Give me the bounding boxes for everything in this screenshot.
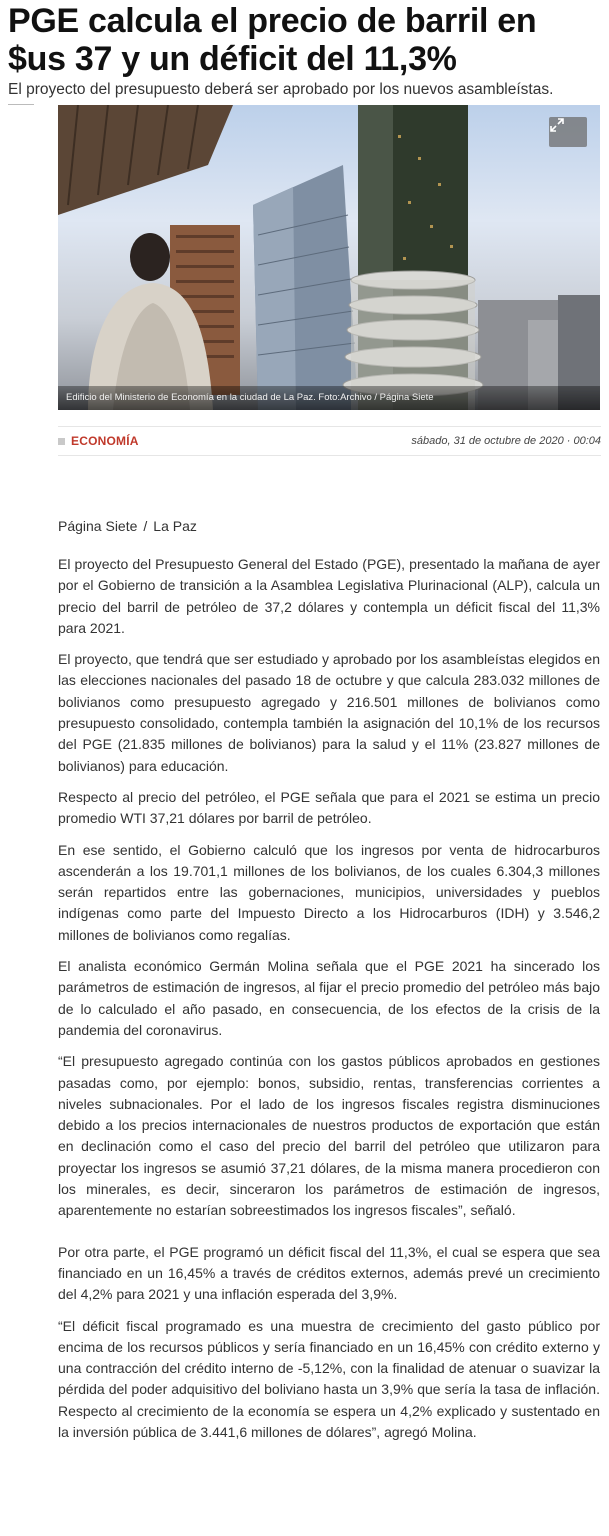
paragraph: El analista económico Germán Molina señala que el PGE 2021 ha sincerado los parámetros de estimación de ingresos, al fijar el precio promedio del petróleo más bajo de lo calculado el año pasado, en consecuencia, de los efectos de la crisis de la pandemia del coronavirus.: [58, 958, 600, 1038]
square-marker-icon: [58, 438, 65, 445]
article-body: [58, 518, 600, 1443]
paragraph: Respecto al precio del petróleo, el PGE señala que para el 2021 se estima un precio promedio WTI 37,21 dólares por barril de petróleo.: [58, 788, 600, 827]
byline-separator: /: [143, 518, 148, 534]
section-label[interactable]: ECONOMÍA: [71, 434, 139, 448]
expand-button[interactable]: [549, 117, 587, 147]
paragraph: Por otra parte, el PGE programó un déficit fiscal del 11,3%, el cual se espera que sea financiado en un 16,45% a través de créditos externos, además prevé un crecimiento del 4,2% para 2021 y una inflación esperada del 3,9%.: [58, 1243, 600, 1303]
byline-location: La Paz: [153, 518, 197, 534]
section-tag[interactable]: [58, 434, 139, 448]
photo-caption: Edificio del Ministerio de Economía en la ciudad de La Paz. Foto:Archivo / Página Siete: [58, 386, 600, 410]
subtitle-divider: [8, 104, 34, 105]
headline: PGE calcula el precio de barril en $us 37 y un déficit del 11,3%: [8, 2, 537, 78]
paragraph: “El déficit fiscal programado es una muestra de crecimiento del gasto público por encima de los recursos públicos y sería financiado en un 16,45% con crédito externo y una contracción del crédito interno de -5,12%, con la finalidad de atenuar o suavizar la pérdida del poder adquisitivo del boliviano hasta un 3,9% que sería la tasa de inflación. Respecto al crecimiento de la economía se espera un 4,2% explicado y sustentado en la inversión pública de 3.441,6 millones de dólares”, agregó Molina.: [58, 1317, 600, 1440]
hero-photo[interactable]: [58, 105, 600, 410]
expand-arrows-icon: [549, 117, 565, 133]
paragraph: En ese sentido, el Gobierno calculó que los ingresos por venta de hidrocarburos ascenderán a los 19.701,1 millones de los bolivianos, de los cuales 6.304,3 millones serán repartidos entre las gobernaciones, municipios, universidades y pueblos indígenas como parte del Impuesto Directo a los Hidrocarburos (IDH) y 3.546,2 millones de bolivianos como regalías.: [58, 841, 600, 943]
publish-date: sábado, 31 de octubre de 2020 · 00:04: [411, 435, 601, 447]
subtitle: El proyecto del presupuesto deberá ser aprobado por los nuevos asambleístas.: [8, 81, 554, 98]
paragraph: El proyecto del Presupuesto General del Estado (PGE), presentado la mañana de ayer por el Gobierno de transición a la Asamblea Legislativa Plurinacional (ALP), calcula un precio del barril de petróleo de 37,2 dólares y contempla un déficit fiscal del 11,3% para 2021.: [58, 556, 600, 636]
byline-source: Página Siete: [58, 518, 138, 534]
building-illustration: [58, 105, 600, 410]
paragraph: El proyecto, que tendrá que ser estudiado y aprobado por los asambleístas elegidos en las elecciones nacionales del pasado 18 de octubre y que calcula 283.032 millones de bolivianos como presupuesto agregado y 216.501 millones de bolivianos como presupuesto consolidado, contempla también la asignación del 10,1% de los recursos del PGE (21.835 millones de bolivianos) para la salud y el 11% (23.827 millones de bolivianos) para educación.: [58, 651, 600, 774]
paragraph: “El presupuesto agregado continúa con los gastos públicos aprobados en gestiones pasadas como, por ejemplo: bonos, subsidio, rentas, transferencias corrientes a niveles subnacionales. Por el lado de los ingresos fiscales registra disminuciones debido a los precios internacionales de nuestros productos de exportación que están en declinación como el caso del precio del barril del petróleo que utilizaron para proyectar los ingresos se asumió 37,21 dólares, de la misma manera procedieron con los minerales, es decir, sinceraron los parámetros de estimación de ingresos, aparentemente no estarían sobreestimados los ingresos fiscales”, señaló.: [58, 1053, 600, 1219]
article-meta-bar: [58, 426, 601, 456]
byline: [58, 518, 600, 534]
